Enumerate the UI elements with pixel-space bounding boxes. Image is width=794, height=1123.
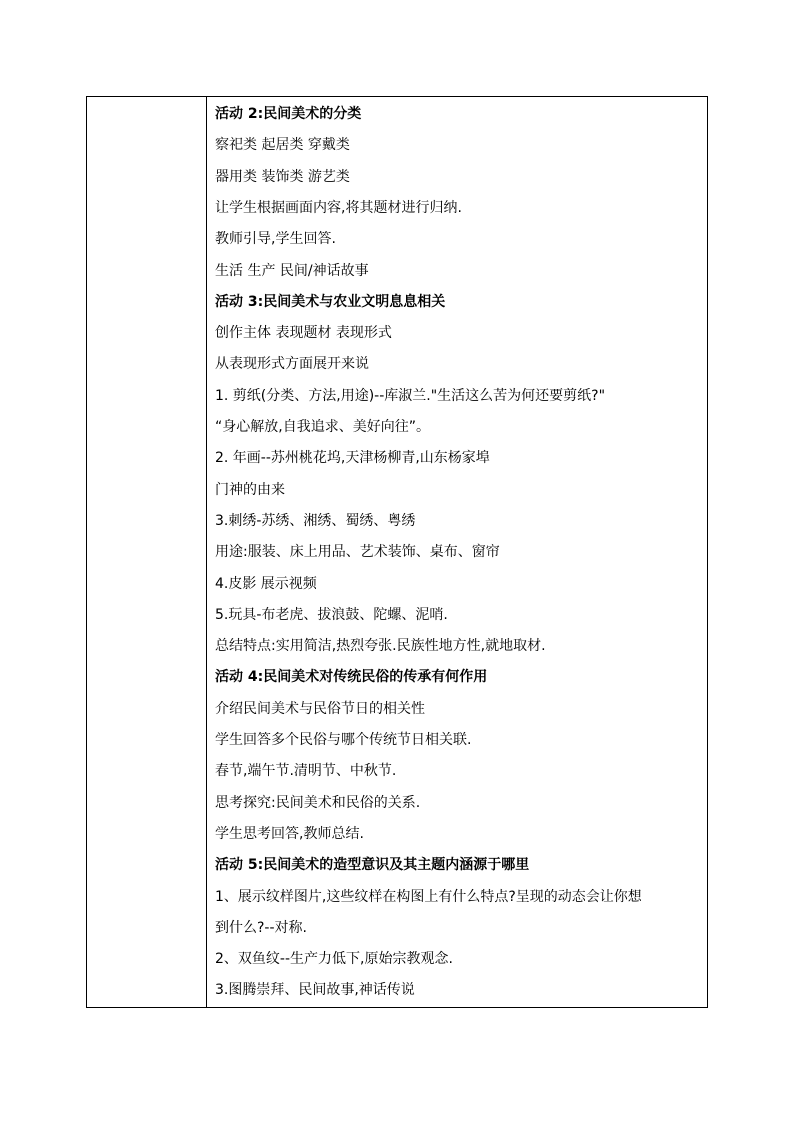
content-line: 3.图腾崇拜、民间故事,神话传说	[215, 982, 415, 999]
content-line: 察祀类 起居类 穿戴类	[215, 137, 350, 154]
table-content-column	[215, 97, 703, 1007]
content-line: 思考探究:民间美术和民俗的关系.	[215, 794, 421, 811]
content-line: 3.刺绣-苏绣、湘绣、蜀绣、粤绣	[215, 512, 416, 529]
content-line: 用途:服装、床上用品、艺术装饰、桌布、窗帘	[215, 544, 500, 561]
content-line: 2、双鱼纹--生产力低下,原始宗教观念.	[215, 951, 453, 968]
content-line: 创作主体 表现题材 表现形式	[215, 325, 392, 342]
activity-heading: 活动 4:民间美术对传统民俗的传承有何作用	[215, 669, 488, 686]
content-line: 5.玩具-布老虎、拔浪鼓、陀螺、泥哨.	[215, 606, 448, 623]
content-line: 让学生根据画面内容,将其题材进行归纳.	[215, 199, 462, 216]
content-line: 器用类 装饰类 游艺类	[215, 168, 350, 185]
content-line: 1、展示纹样图片,这些纹样在构图上有什么特点?呈现的动态会让你想	[215, 888, 642, 905]
content-line: 从表现形式方面展开来说	[215, 356, 369, 373]
content-line: 春节,端午节.清明节、中秋节.	[215, 763, 397, 780]
content-line: 2. 年画--苏州桃花坞,天津杨柳青,山东杨家埠	[215, 450, 490, 467]
content-line: 到什么?--对称.	[215, 919, 307, 936]
activity-heading: 活动 2:民间美术的分类	[215, 106, 362, 122]
content-line: 生活 生产 民间/神话故事	[215, 262, 369, 279]
lesson-table	[86, 96, 708, 1008]
activity-heading: 活动 5:民间美术的造型意识及其主题内涵源于哪里	[215, 857, 530, 874]
content-line: 4.皮影 展示视频	[215, 575, 317, 592]
content-line: 教师引导,学生回答.	[215, 231, 336, 248]
content-line: 学生回答多个民俗与哪个传统节日相关联.	[215, 732, 472, 748]
content-line: 1. 剪纸(分类、方法,用途)--库淑兰."生活这么苦为何还要剪纸?"	[215, 387, 606, 404]
content-line: 门神的由来	[215, 481, 285, 498]
content-line: 学生思考回答,教师总结.	[215, 825, 364, 842]
content-line: “身心解放,自我追求、美好向往”。	[215, 419, 430, 435]
content-line: 介绍民间美术与民俗节日的相关性	[215, 700, 425, 717]
activity-heading: 活动 3:民间美术与农业文明息息相关	[215, 293, 446, 310]
content-line: 总结特点:实用简洁,热烈夸张.民族性地方性,就地取材.	[215, 638, 546, 655]
table-left-column	[87, 97, 207, 1007]
